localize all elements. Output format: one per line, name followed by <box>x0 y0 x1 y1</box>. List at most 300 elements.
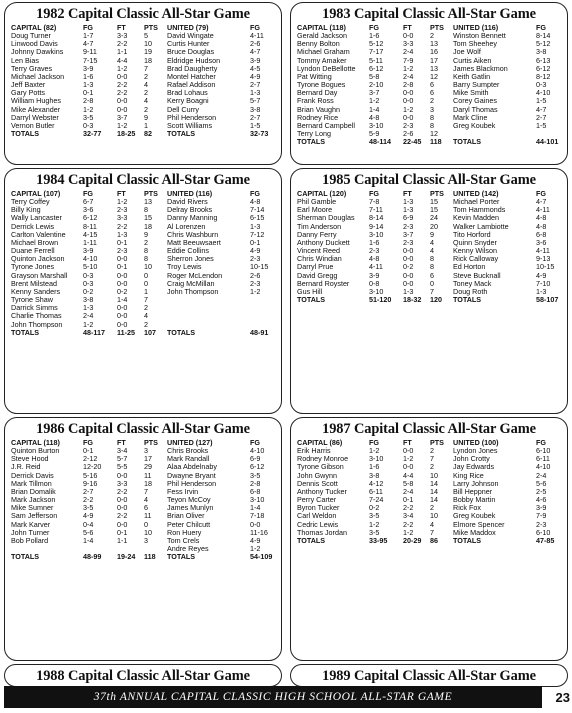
cell: 4-8 <box>369 113 380 122</box>
cell: FG <box>536 439 546 447</box>
cell: 0-4 <box>83 520 94 529</box>
cell: Rick Fox <box>453 504 481 513</box>
cell: King Rice <box>453 471 484 480</box>
cell: 0-0 <box>117 304 128 313</box>
cell: 1-2 <box>250 287 261 296</box>
cell: Bernard Campbell <box>297 121 355 130</box>
cell: Tito Horford <box>453 230 491 239</box>
cell: 4-6 <box>536 496 547 505</box>
cell: 0 <box>430 279 434 288</box>
cell: 22-45 <box>403 138 422 147</box>
cell: 7-11 <box>369 206 383 215</box>
cell: Brian Domalik <box>11 487 56 496</box>
cell: Mark Jackson <box>11 496 56 505</box>
cell: 2-3 <box>250 279 261 288</box>
cell: Rick Calloway <box>453 255 499 264</box>
cell: FG <box>250 439 260 447</box>
cell: Gerald Jackson <box>297 32 347 41</box>
cell: FT <box>117 190 126 198</box>
cell: 32-73 <box>250 130 269 139</box>
cell: 0-8 <box>369 279 380 288</box>
cell: Danny Ferry <box>297 230 337 239</box>
cell: 4 <box>430 247 434 256</box>
cell: 0-0 <box>403 271 414 280</box>
cell: 0-0 <box>117 279 128 288</box>
cell: 5-8 <box>369 72 380 81</box>
cell <box>536 130 568 138</box>
cell: 2-10 <box>369 81 384 90</box>
cell: David Rivers <box>167 198 208 207</box>
cell: 1-2 <box>369 520 380 529</box>
cell: 8 <box>144 255 148 264</box>
cell: 0-0 <box>403 279 414 288</box>
cell: Erik Harris <box>297 447 331 456</box>
cell: 8 <box>144 206 148 215</box>
cell: 0-0 <box>117 105 128 114</box>
cell: 32-77 <box>83 130 102 139</box>
player-row <box>297 480 561 488</box>
cell: 4-9 <box>250 72 261 81</box>
cell: 1-3 <box>250 89 261 98</box>
column-header-row <box>11 190 275 198</box>
cell: Pat Witting <box>297 72 332 81</box>
cell: 4-11 <box>369 263 383 272</box>
cell: FG <box>250 190 260 198</box>
cell: 1-3 <box>403 206 414 215</box>
cell: TOTALS <box>297 536 326 545</box>
cell: 3-3 <box>117 479 128 488</box>
cell: 6 <box>430 89 434 98</box>
cell: Mark Cline <box>453 113 488 122</box>
cell: Curtis Hunter <box>167 40 210 49</box>
cell: Dennis Scott <box>297 479 338 488</box>
player-row <box>297 223 561 231</box>
game-title: 1985 Capital Classic All-Star Game <box>322 172 536 188</box>
cell: 4-7 <box>250 48 261 57</box>
box-score-7 <box>290 664 568 687</box>
cell: 2 <box>430 32 434 41</box>
cell: FT <box>403 24 412 32</box>
cell: 1-3 <box>403 287 414 296</box>
cell: 0-3 <box>83 121 94 130</box>
cell: 3-10 <box>369 455 384 464</box>
player-row <box>297 32 561 40</box>
cell: 2-8 <box>403 81 414 90</box>
cell: 4 <box>144 496 148 505</box>
cell: Tom Sheehey <box>453 40 497 49</box>
column-header-row <box>297 439 561 447</box>
cell: 11-16 <box>250 528 268 537</box>
cell: Wally Lancaster <box>11 214 62 223</box>
cell: 10 <box>144 528 152 537</box>
cell: 18 <box>144 56 152 65</box>
cell: Matt Beeuwsaert <box>167 238 221 247</box>
player-row <box>297 447 561 455</box>
cell: Kevin Madden <box>453 214 499 223</box>
cell: PTS <box>144 24 158 32</box>
cell: 9-14 <box>369 222 384 231</box>
player-row <box>11 81 275 89</box>
player-row <box>297 214 561 222</box>
cell: 6-9 <box>250 455 261 464</box>
cell: David Wingate <box>167 32 214 41</box>
cell: FG <box>369 439 379 447</box>
player-row <box>11 32 275 40</box>
player-row <box>297 272 561 280</box>
cell: 2-3 <box>403 238 414 247</box>
footer-banner: 37th ANNUAL CAPITAL CLASSIC HIGH SCHOOL ALL-STAR GAME <box>4 686 542 708</box>
cell: Winston Bennett <box>453 32 506 41</box>
cell: 8-11 <box>83 222 97 231</box>
cell: Kenny Sanders <box>11 287 61 296</box>
player-row <box>297 114 561 122</box>
cell: Mark Randall <box>167 455 210 464</box>
cell: 5-11 <box>369 56 383 65</box>
cell: Tom Crels <box>167 536 200 545</box>
cell: Sherron Jones <box>167 255 214 264</box>
cell: 6-12 <box>250 463 265 472</box>
cell: 8 <box>144 247 148 256</box>
player-row <box>11 106 275 114</box>
cell: Byron Tucker <box>297 504 340 513</box>
cell <box>167 321 250 329</box>
cell: 3 <box>144 447 148 456</box>
cell: 4-11 <box>250 32 264 41</box>
cell: 8 <box>430 255 434 264</box>
totals-row <box>11 553 275 561</box>
cell: 2 <box>144 89 148 98</box>
column-header-row <box>11 24 275 32</box>
cell: 2 <box>144 304 148 313</box>
cell: 2-4 <box>403 487 414 496</box>
cell: 51-120 <box>369 296 392 305</box>
player-row <box>11 296 275 304</box>
cell: Darrick Simms <box>11 304 58 313</box>
player-row <box>11 537 275 545</box>
cell: 8-14 <box>536 32 551 41</box>
cell: 4-9 <box>250 247 261 256</box>
cell: TOTALS <box>167 553 196 562</box>
cell: 1-2 <box>83 105 94 114</box>
cell: 6-12 <box>83 214 98 223</box>
cell: Craig McMillan <box>167 279 215 288</box>
cell: Montel Hatcher <box>167 72 216 81</box>
cell: Rafael Addison <box>167 81 216 90</box>
cell: CAPITAL (118) <box>297 24 346 32</box>
cell: Michael Brown <box>11 238 59 247</box>
cell: 3-8 <box>369 471 380 480</box>
cell: Steve Bucknall <box>453 271 501 280</box>
cell: 54-109 <box>250 553 273 562</box>
cell: Chris Washburn <box>167 230 219 239</box>
cell: Elmore Spencer <box>453 520 505 529</box>
cell: 2 <box>430 463 434 472</box>
cell: Kerry Boagni <box>167 97 209 106</box>
cell: Carl Weldon <box>297 512 337 521</box>
cell: 0-0 <box>117 320 128 329</box>
cell: Larry Johnson <box>453 479 499 488</box>
cell: 7-17 <box>369 48 384 57</box>
cell: Anthony Tucker <box>297 487 347 496</box>
player-row <box>11 231 275 239</box>
cell: Phil Henderson <box>167 113 217 122</box>
cell: 1-6 <box>369 238 380 247</box>
cell <box>11 545 83 553</box>
cell: Ed Horton <box>453 263 486 272</box>
cell: 1-7 <box>83 32 94 41</box>
cell: 0-3 <box>536 81 547 90</box>
player-row <box>297 472 561 480</box>
player-row <box>297 239 561 247</box>
cell: 1-2 <box>369 97 380 106</box>
cell: Doug Turner <box>11 32 51 41</box>
cell: PTS <box>430 439 444 447</box>
cell: 6-12 <box>369 64 384 73</box>
cell: 2-2 <box>117 222 128 231</box>
cell: 1-2 <box>250 545 261 554</box>
cell: 4-9 <box>83 512 94 521</box>
cell: UNITED (116) <box>167 190 213 198</box>
cell: 0-0 <box>403 247 414 256</box>
cell: 14 <box>430 496 438 505</box>
cell: Michael Jackson <box>11 72 65 81</box>
player-row <box>11 73 275 81</box>
cell: Michael Porter <box>453 198 500 207</box>
cell: 2-6 <box>403 130 414 139</box>
cell: 1-1 <box>117 536 128 545</box>
cell: 29 <box>144 463 152 472</box>
cell: Quinton Jackson <box>11 255 65 264</box>
cell: 7-8 <box>369 198 380 207</box>
cell: 2-12 <box>83 455 98 464</box>
player-row <box>11 122 275 130</box>
cell: 3-5 <box>369 512 380 521</box>
cell: David Gregg <box>297 271 338 280</box>
cell: Jay Edwards <box>453 463 495 472</box>
cell: John Crotty <box>453 455 490 464</box>
cell: 2-2 <box>403 504 414 513</box>
box-score-grid <box>4 2 570 684</box>
cell: 33-95 <box>369 536 388 545</box>
cell: 3-5 <box>83 504 94 513</box>
cell: Sherman Douglas <box>297 214 355 223</box>
player-row <box>11 496 275 504</box>
cell: Rodney Rice <box>297 113 339 122</box>
cell: 2 <box>144 320 148 329</box>
cell: 4 <box>144 312 148 321</box>
cell: 1-4 <box>83 536 94 545</box>
cell: Delray Brooks <box>167 206 213 215</box>
cell: Dell Curry <box>167 105 199 114</box>
cell: John Thompson <box>11 320 63 329</box>
cell: 5-16 <box>83 471 98 480</box>
cell: FT <box>403 190 412 198</box>
player-row <box>11 198 275 206</box>
cell: CAPITAL (120) <box>297 190 347 198</box>
cell: 44-101 <box>536 138 559 147</box>
player-row <box>11 65 275 73</box>
player-row <box>11 280 275 288</box>
cell: 20 <box>430 222 438 231</box>
player-row <box>11 312 275 320</box>
cell: James Blackmon <box>453 64 508 73</box>
cell: TOTALS <box>297 138 326 147</box>
cell: Rodney Monroe <box>297 455 349 464</box>
cell: Barry Sumpter <box>453 81 500 90</box>
cell: Brian Vaughn <box>297 105 341 114</box>
cell: Alaa Abdelnaby <box>167 463 217 472</box>
cell: 7-12 <box>250 230 265 239</box>
cell: Bernard Royster <box>297 279 350 288</box>
cell <box>250 312 282 320</box>
cell: 120 <box>430 296 442 305</box>
cell: Scott Williams <box>167 121 213 130</box>
cell: 12 <box>430 72 438 81</box>
cell: 3-4 <box>117 447 128 456</box>
cell: TOTALS <box>11 328 40 337</box>
cell: Tommy Amaker <box>297 56 347 65</box>
player-row <box>11 40 275 48</box>
cell: 2-4 <box>403 72 414 81</box>
box-score-0 <box>4 2 282 165</box>
cell: 0-1 <box>117 263 128 272</box>
cell: 3-10 <box>369 121 384 130</box>
cell: FG <box>250 24 260 32</box>
cell: Len Bias <box>11 56 39 65</box>
cell: CAPITAL (82) <box>11 24 57 32</box>
cell: 4-8 <box>369 255 380 264</box>
cell: 6-13 <box>536 56 551 65</box>
cell: 4-7 <box>536 105 547 114</box>
cell: 7 <box>430 528 434 537</box>
player-row <box>297 455 561 463</box>
cell: Quinton Burton <box>11 447 60 456</box>
cell: 0-0 <box>403 89 414 98</box>
cell: 2-3 <box>369 247 380 256</box>
cell: 3-6 <box>536 238 547 247</box>
cell: Mike Alexander <box>11 105 61 114</box>
cell: 1-11 <box>83 238 97 247</box>
cell: 3-5 <box>369 528 380 537</box>
cell: Tyrone Bogues <box>297 81 346 90</box>
cell: 1-1 <box>117 48 128 57</box>
totals-row <box>297 537 561 545</box>
cell: 13 <box>430 40 438 49</box>
player-row <box>297 231 561 239</box>
player-row <box>11 223 275 231</box>
column-header-row <box>11 439 275 447</box>
cell: 4-9 <box>536 271 547 280</box>
cell: Bruce Douglas <box>167 48 215 57</box>
cell: Billy King <box>11 206 41 215</box>
cell <box>250 321 282 329</box>
cell: Earl Moore <box>297 206 333 215</box>
cell: 5 <box>144 32 148 41</box>
cell: 1-2 <box>403 105 414 114</box>
cell: Derrick Davis <box>11 471 54 480</box>
cell: 1-3 <box>536 287 547 296</box>
cell: 0-0 <box>117 72 128 81</box>
box-score-2 <box>4 168 282 414</box>
cell: 15 <box>430 198 438 207</box>
cell: 2-3 <box>117 247 128 256</box>
player-row <box>11 288 275 296</box>
cell: 1 <box>144 287 148 296</box>
player-row <box>11 504 275 512</box>
cell: 9 <box>144 113 148 122</box>
cell: TOTALS <box>453 138 482 147</box>
cell: 3-8 <box>536 48 547 57</box>
cell: 8 <box>430 121 434 130</box>
player-row <box>11 488 275 496</box>
cell: Danny Manning <box>167 214 218 223</box>
cell: Sam Jefferson <box>11 512 58 521</box>
cell: 10 <box>144 40 152 49</box>
cell: Phil Gamble <box>297 198 337 207</box>
cell: Anthony Duckett <box>297 238 350 247</box>
cell: UNITED (79) <box>167 24 209 32</box>
cell: 1-5 <box>536 97 547 106</box>
box-score-6 <box>4 664 282 687</box>
cell: 2-3 <box>403 121 414 130</box>
cell: Bill Heppner <box>453 487 493 496</box>
cell: 3 <box>144 536 148 545</box>
cell: 1-2 <box>403 455 414 464</box>
cell: 0-0 <box>403 97 414 106</box>
totals-row <box>11 130 275 138</box>
cell: 19 <box>144 48 152 57</box>
cell: 0-0 <box>117 271 128 280</box>
cell: Gus Hill <box>297 287 323 296</box>
cell: 4-12 <box>369 479 384 488</box>
player-row <box>297 130 561 138</box>
cell: 15 <box>144 214 152 223</box>
cell: 2-7 <box>250 81 261 90</box>
cell: 47-85 <box>536 536 555 545</box>
cell: 2 <box>144 72 148 81</box>
cell: 2-3 <box>117 206 128 215</box>
cell: 1-2 <box>403 64 414 73</box>
cell: William Hughes <box>11 97 61 106</box>
cell: 58-107 <box>536 296 559 305</box>
cell: 0-0 <box>117 496 128 505</box>
cell: 8 <box>430 113 434 122</box>
cell: 7-15 <box>83 56 98 65</box>
cell: 14 <box>430 479 438 488</box>
cell: 0-1 <box>403 496 414 505</box>
cell: 6-10 <box>536 447 551 456</box>
cell: 9-16 <box>83 479 98 488</box>
cell: 19-24 <box>117 553 136 562</box>
player-row <box>11 321 275 329</box>
cell: 0-0 <box>403 463 414 472</box>
cell: 4 <box>430 238 434 247</box>
cell: Brent Milstead <box>11 279 57 288</box>
cell: 18 <box>144 479 152 488</box>
cell: 1-2 <box>83 320 94 329</box>
cell: 3-7 <box>369 89 380 98</box>
game-title: 1988 Capital Classic All-Star Game <box>36 668 250 684</box>
player-row <box>11 97 275 105</box>
cell: 2-2 <box>83 496 94 505</box>
player-row <box>297 57 561 65</box>
cell: 107 <box>144 328 156 337</box>
cell: FT <box>403 439 412 447</box>
cell: 3-9 <box>83 64 94 73</box>
player-row <box>297 81 561 89</box>
cell: 0-3 <box>83 271 94 280</box>
cell: Tom Hammonds <box>453 206 506 215</box>
